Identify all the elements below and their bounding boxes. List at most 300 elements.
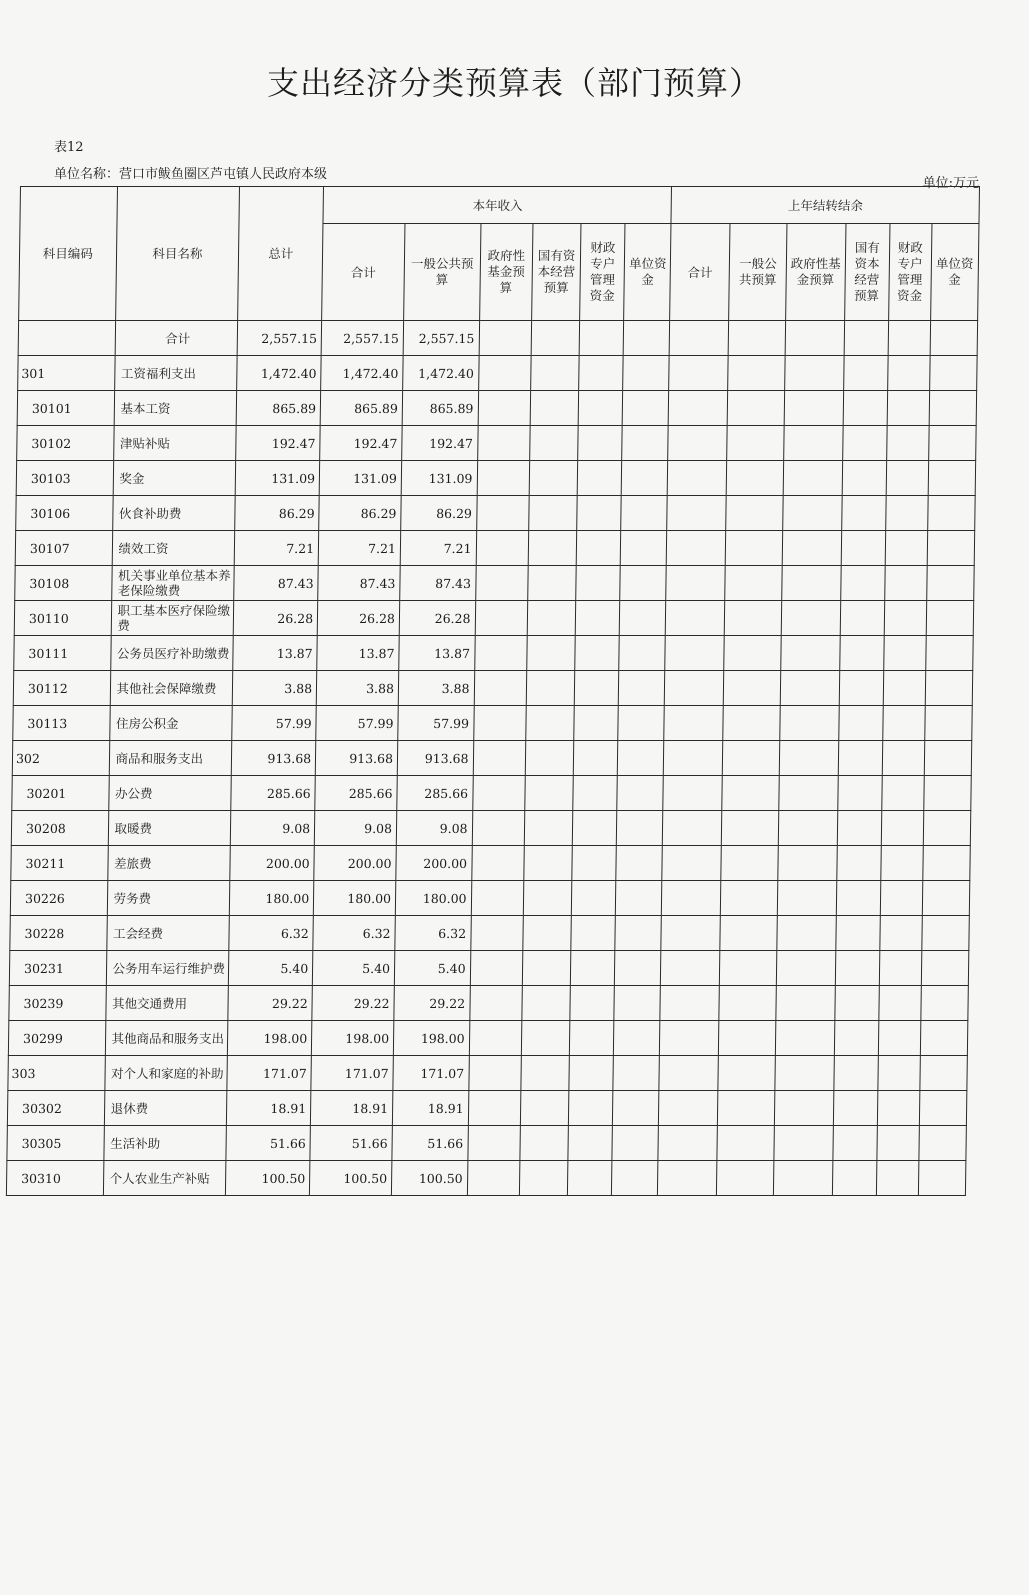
cell-empty [668,426,727,461]
cell-empty [833,1091,878,1126]
cell-empty [570,986,615,1021]
cell-empty [783,496,842,531]
cell-empty [527,601,576,636]
cell-code: 30113 [13,706,110,741]
cell-name: 其他商品和服务支出 [105,1021,228,1056]
budget-sheet [5,186,980,1276]
table-row [11,811,970,846]
cell-empty [919,1126,967,1161]
table-row [14,636,973,671]
cell-empty [520,1091,569,1126]
cell-code: 30208 [11,811,108,846]
cell-empty [776,951,835,986]
cell-empty [620,531,667,566]
cell-cy-total: 913.68 [315,741,397,776]
cell-code: 302 [12,741,109,776]
cell-empty [928,426,976,461]
cell-empty [621,461,668,496]
cell-empty [924,741,972,776]
cell-cy-total: 29.22 [312,986,394,1021]
cell-empty [523,916,572,951]
cell-empty [473,706,526,741]
header-cy-unit: 单位资金 [624,224,672,321]
cell-cy-general: 3.88 [398,671,474,706]
cell-empty [619,671,666,706]
cell-total: 5.40 [229,951,313,986]
cell-name: 职工基本医疗保险缴费 [111,601,234,636]
cell-empty [663,776,722,811]
cell-empty [888,321,930,356]
cell-empty [879,951,921,986]
cell-cy-general: 5.40 [394,951,470,986]
cell-cy-general: 100.50 [391,1161,467,1196]
cell-name: 工资福利支出 [114,356,237,391]
table-row [12,741,971,776]
header-co-fund: 政府性基金预算 [785,224,845,321]
cell-empty [726,496,783,531]
cell-empty [475,601,528,636]
cell-empty [724,636,781,671]
cell-code: 30103 [16,461,113,496]
cell-empty [721,881,778,916]
cell-code: 30101 [17,391,114,426]
cell-empty [613,1056,660,1091]
cell-cy-general: 26.28 [399,601,475,636]
cell-empty [620,601,667,636]
cell-cy-total: 131.09 [319,461,401,496]
cell-empty [883,671,925,706]
cell-empty [474,671,527,706]
cell-empty [784,391,843,426]
cell-empty [918,1161,966,1196]
cell-empty [571,916,616,951]
cell-empty [886,461,928,496]
cell-empty [927,496,975,531]
cell-empty [728,356,785,391]
cell-name: 津贴补贴 [113,426,236,461]
cell-empty [841,531,886,566]
cell-empty [720,951,777,986]
cell-code: 30239 [9,986,106,1021]
header-current-year: 本年收入 [323,187,672,224]
table-row [16,496,975,531]
cell-empty [727,426,784,461]
cell-empty [569,1091,614,1126]
table-row [7,1091,966,1126]
cell-empty [719,986,776,1021]
cell-empty [572,881,617,916]
cell-cy-total: 285.66 [315,776,397,811]
cell-cy-general: 18.91 [392,1091,468,1126]
cell-empty [468,1091,521,1126]
cell-name: 工会经费 [106,916,229,951]
cell-empty [666,601,725,636]
cell-empty [659,1056,718,1091]
cell-empty [782,531,841,566]
cell-empty [476,531,529,566]
cell-empty [841,496,886,531]
cell-empty [919,1056,967,1091]
cell-empty [883,636,925,671]
cell-empty [618,706,665,741]
cell-empty [833,1056,878,1091]
cell-total: 171.07 [227,1056,311,1091]
cell-empty [884,566,926,601]
header-cy-total: 合计 [322,224,405,321]
cell-empty [617,776,664,811]
cell-empty [662,846,721,881]
cell-empty [723,671,780,706]
cell-empty [467,1126,520,1161]
cell-empty [478,356,531,391]
cell-empty [670,321,729,356]
budget-table [6,186,980,1196]
cell-total: 192.47 [236,426,320,461]
cell-total: 198.00 [228,1021,312,1056]
header-cy-state-capital: 国有资本经营预算 [532,224,582,321]
cell-empty [843,391,888,426]
cell-total: 18.91 [227,1091,311,1126]
currency-unit: 单位:万元 [922,176,979,191]
cell-code [18,321,115,356]
cell-empty [842,461,887,496]
cell-empty [575,636,620,671]
cell-empty [780,671,839,706]
cell-cy-total: 1,472.40 [321,356,403,391]
cell-empty [531,356,580,391]
cell-empty [727,391,784,426]
cell-empty [614,1021,661,1056]
cell-empty [473,741,526,776]
cell-empty [717,1161,774,1196]
cell-empty [668,461,727,496]
cell-code: 30299 [8,1021,105,1056]
cell-empty [921,951,969,986]
cell-cy-general: 2,557.15 [403,321,479,356]
cell-empty [575,601,620,636]
cell-empty [469,1021,522,1056]
cell-empty [879,916,921,951]
cell-empty [530,426,579,461]
cell-empty [921,916,969,951]
cell-empty [724,601,781,636]
cell-empty [718,1091,775,1126]
cell-code: 301 [18,356,115,391]
cell-empty [723,706,780,741]
cell-empty [613,1091,660,1126]
cell-empty [669,356,728,391]
cell-empty [470,951,523,986]
cell-empty [884,601,926,636]
cell-empty [521,1056,570,1091]
cell-empty [622,391,669,426]
cell-total: 86.29 [235,496,319,531]
table-row [9,951,968,986]
cell-empty [578,426,623,461]
cell-empty [662,881,721,916]
cell-empty [622,426,669,461]
cell-empty [471,881,524,916]
cell-empty [882,741,924,776]
cell-name: 办公费 [108,776,231,811]
cell-empty [574,706,619,741]
cell-empty [666,566,725,601]
cell-empty [573,776,618,811]
cell-cy-general: 9.08 [396,811,472,846]
cell-name: 取暖费 [108,811,231,846]
header-cy-general: 一般公共预算 [404,224,481,321]
cell-empty [773,1161,832,1196]
cell-empty [616,881,663,916]
cell-empty [777,916,836,951]
cell-empty [669,391,728,426]
cell-empty [667,496,726,531]
cell-empty [780,706,839,741]
cell-empty [927,531,975,566]
unit-name: 单位名称：营口市鲅鱼圈区芦屯镇人民政府本级 [54,167,328,182]
cell-empty [779,741,838,776]
cell-code: 30110 [14,601,111,636]
cell-empty [725,531,782,566]
table-row [15,531,974,566]
table-row [18,356,977,391]
cell-empty [525,741,574,776]
header-co-special: 财政专户管理资金 [888,224,931,321]
cell-cy-general: 131.09 [401,461,477,496]
cell-name: 机关事业单位基本养老保险缴费 [111,566,234,601]
cell-total: 180.00 [230,881,314,916]
cell-total: 131.09 [235,461,319,496]
cell-code: 30226 [10,881,107,916]
cell-empty [784,426,843,461]
cell-total: 26.28 [233,601,317,636]
cell-empty [471,846,524,881]
cell-empty [576,566,621,601]
cell-empty [923,811,971,846]
cell-code: 303 [8,1056,105,1091]
cell-empty [529,496,578,531]
cell-code: 30305 [7,1126,104,1161]
cell-empty [881,776,923,811]
table-row [8,1021,967,1056]
header-co-state-capital: 国有资本经营预算 [844,224,889,321]
cell-empty [837,811,882,846]
cell-empty [843,356,888,391]
cell-cy-total: 18.91 [311,1091,393,1126]
header-cy-special: 财政专户管理资金 [580,224,625,321]
cell-empty [658,1161,717,1196]
cell-empty [568,1126,613,1161]
table-row [13,706,972,741]
cell-empty [877,1091,919,1126]
cell-empty [835,951,880,986]
cell-code: 30102 [17,426,114,461]
cell-name: 伙食补助费 [112,496,235,531]
cell-total: 51.66 [226,1126,310,1161]
cell-empty [660,1021,719,1056]
table-row [11,846,970,881]
cell-empty [885,496,927,531]
cell-cy-general: 865.89 [402,391,478,426]
cell-empty [468,1056,521,1091]
cell-cy-total: 26.28 [317,601,399,636]
cell-cy-total: 86.29 [319,496,401,531]
cell-cy-total: 6.32 [313,916,395,951]
cell-name: 基本工资 [114,391,237,426]
cell-empty [920,986,968,1021]
cell-name: 退休费 [104,1091,227,1126]
cell-empty [664,706,723,741]
cell-name: 差旅费 [107,846,230,881]
cell-empty [571,951,616,986]
cell-empty [519,1161,568,1196]
cell-empty [576,531,621,566]
cell-cy-general: 285.66 [397,776,473,811]
cell-name: 个人农业生产补贴 [103,1161,226,1196]
table-row [10,881,969,916]
cell-empty [719,1021,776,1056]
cell-cy-general: 87.43 [400,566,476,601]
cell-empty [615,951,662,986]
cell-cy-general: 29.22 [394,986,470,1021]
cell-total: 3.88 [232,671,316,706]
table-row [7,1126,966,1161]
cell-cy-total: 100.50 [310,1161,392,1196]
cell-empty [623,356,670,391]
cell-empty [529,461,578,496]
cell-code: 30228 [10,916,107,951]
cell-empty [619,636,666,671]
cell-empty [929,391,977,426]
cell-code: 30231 [9,951,106,986]
cell-empty [479,321,532,356]
cell-empty [930,321,978,356]
cell-total: 865.89 [236,391,320,426]
cell-empty [623,321,670,356]
cell-empty [568,1161,613,1196]
cell-cy-general: 200.00 [396,846,472,881]
cell-empty [880,846,922,881]
header-co-general: 一般公共预算 [729,224,787,321]
cell-cy-total: 171.07 [311,1056,393,1091]
cell-empty [785,321,844,356]
cell-cy-general: 51.66 [392,1126,468,1161]
cell-empty [838,741,883,776]
cell-cy-general: 913.68 [397,741,473,776]
cell-empty [926,566,974,601]
cell-cy-general: 198.00 [393,1021,469,1056]
cell-empty [612,1126,659,1161]
cell-empty [524,811,573,846]
cell-empty [616,846,663,881]
cell-empty [667,531,726,566]
cell-empty [528,566,577,601]
cell-empty [838,706,883,741]
cell-empty [928,461,976,496]
cell-empty [578,391,623,426]
table-row [18,321,977,356]
cell-empty [774,1126,833,1161]
cell-cy-total: 2,557.15 [321,321,403,356]
cell-empty [577,461,622,496]
cell-empty [726,461,783,496]
cell-code: 30112 [13,671,110,706]
cell-empty [876,1161,918,1196]
cell-empty [775,1056,834,1091]
cell-empty [920,1021,968,1056]
cell-empty [722,811,779,846]
cell-empty [570,1021,615,1056]
cell-empty [472,776,525,811]
header-code: 科目编码 [19,187,117,321]
cell-cy-general: 86.29 [401,496,477,531]
table-row [9,986,968,1021]
cell-empty [521,1021,570,1056]
table-row [12,776,971,811]
cell-empty [840,566,885,601]
cell-empty [526,671,575,706]
cell-empty [572,846,617,881]
cell-empty [526,706,575,741]
cell-empty [574,741,619,776]
table-row [14,601,973,636]
cell-empty [834,986,879,1021]
cell-empty [659,1091,718,1126]
cell-name: 商品和服务支出 [109,741,232,776]
cell-cy-general: 180.00 [395,881,471,916]
cell-empty [925,636,973,671]
cell-cy-general: 171.07 [393,1056,469,1091]
cell-empty [579,356,624,391]
cell-empty [663,811,722,846]
cell-code: 30108 [15,566,112,601]
cell-empty [665,671,724,706]
cell-total: 1,472.40 [237,356,321,391]
cell-empty [573,811,618,846]
cell-empty [887,391,929,426]
cell-empty [612,1161,659,1196]
cell-empty [722,776,779,811]
cell-total: 57.99 [232,706,316,741]
cell-empty [781,636,840,671]
cell-empty [722,741,779,776]
cell-cy-total: 865.89 [320,391,402,426]
table-row [8,1056,967,1091]
cell-empty [833,1126,878,1161]
table-row [15,566,974,601]
header-carryover: 上年结转结余 [671,187,979,224]
cell-empty [839,671,884,706]
cell-empty [776,986,835,1021]
cell-total: 913.68 [232,741,316,776]
cell-empty [664,741,723,776]
table-number: 表12 [54,140,84,155]
cell-cy-general: 57.99 [398,706,474,741]
cell-empty [720,916,777,951]
cell-code: 30106 [16,496,113,531]
table-row [17,391,976,426]
cell-cy-total: 5.40 [313,951,395,986]
cell-total: 29.22 [228,986,312,1021]
cell-total: 7.21 [234,531,318,566]
cell-total: 9.08 [231,811,315,846]
cell-name: 公务用车运行维护费 [106,951,229,986]
cell-empty [785,356,844,391]
cell-empty [923,776,971,811]
cell-empty [836,846,881,881]
cell-empty [523,881,572,916]
cell-cy-general: 13.87 [399,636,475,671]
